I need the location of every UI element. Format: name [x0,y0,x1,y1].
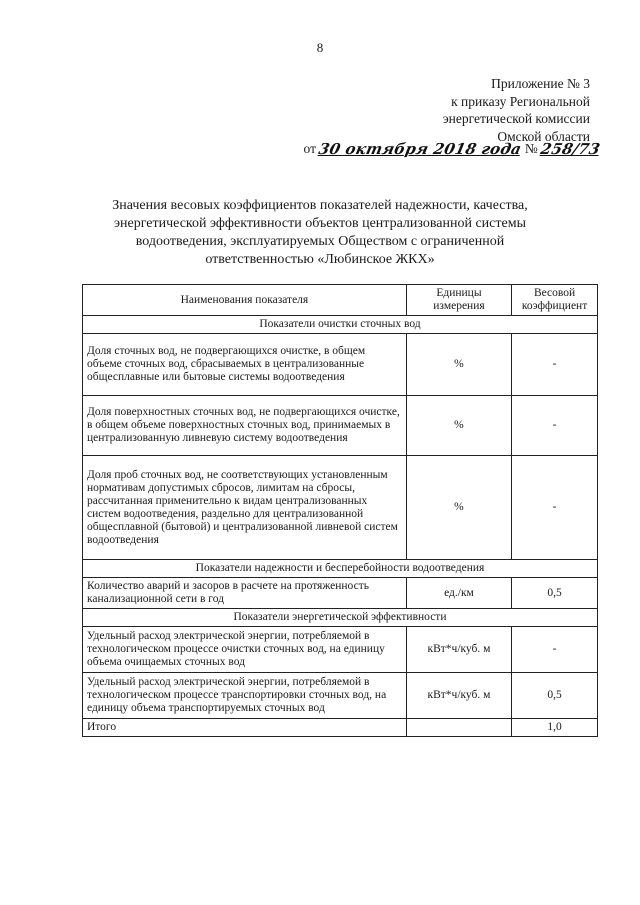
title-line: ответственностью «Любинское ЖКХ» [205,252,435,267]
handwritten-order-number: 258/73 [539,140,602,158]
table-row [83,673,598,719]
table-row [83,627,598,673]
table-row [83,334,598,396]
appendix-line: к приказу Региональной [451,93,590,109]
total-unit [406,719,511,737]
header-indicator-name: Наименования показателя [83,285,407,316]
header-weight-coefficient: Весовой коэффициент [512,285,598,316]
indicator-coefficient: - [512,396,598,456]
indicator-coefficient: - [512,456,598,560]
section-row [83,609,598,627]
appendix-block [330,75,590,145]
indicator-unit: кВт*ч/куб. м [406,627,511,673]
section-row [83,560,598,578]
section-title: Показатели энергетической эффективности [83,609,598,627]
total-row [83,719,598,737]
table-row [83,578,598,609]
total-coefficient: 1,0 [512,719,598,737]
order-date-line [300,140,600,166]
section-row [83,316,598,334]
indicator-unit: кВт*ч/куб. м [406,673,511,719]
indicator-name: Доля сточных вод, не подвергающихся очистке, в общем объеме сточных вод, сбрасываемых в централизованные общесплавные или бытовые системы водоотведения [83,334,407,396]
page-number: 8 [316,40,324,55]
indicator-coefficient: - [512,627,598,673]
indicator-coefficient: 0,5 [512,578,598,609]
appendix-line: энергетической комиссии [442,111,590,126]
indicator-name: Удельный расход электрической энергии, потребляемой в технологическом процессе транспортировки сточных вод, на единицу объема транспортируемых сточных вод [83,673,407,719]
indicator-name: Доля проб сточных вод, не соответствующих установленным нормативам допустимых сбросов, лимитам на сбросы, рассчитанная применительно к видам централизованных систем водоотведения, раздельно для централизованной общесплавной (бытовой) и централизованной ливневой систем водоотведения [83,456,407,560]
indicator-coefficient: - [512,334,598,396]
order-prefix: от [303,141,316,156]
indicator-name: Удельный расход электрической энергии, потребляемой в технологическом процессе очистки сточных вод, на единицу объема очищаемых сточных вод [83,627,407,673]
total-label: Итого [83,719,407,737]
indicator-name: Доля поверхностных сточных вод, не подвергающихся очистке, в общем объеме поверхностных сточных вод, принимаемых в централизованную ливневую систему водоотведения [83,396,407,456]
title-line: водоотведения, эксплуатируемых Обществом с ограниченной [135,234,505,249]
indicator-unit: % [406,334,511,396]
title-line: Значения весовых коэффициентов показателей надежности, качества, [112,198,528,213]
handwritten-order-date: 30 октября 2018 года [317,140,524,158]
indicator-unit: % [406,396,511,456]
weights-table [82,284,598,737]
indicator-unit: % [406,456,511,560]
order-number-prefix: № [524,141,538,156]
indicator-unit: ед./км [406,578,511,609]
table-row [83,396,598,456]
section-title: Показатели очистки сточных вод [83,316,598,334]
document-title [75,197,565,269]
indicator-name: Количество аварий и засоров в расчете на протяженность канализационной сети в год [83,578,407,609]
appendix-line: Приложение № 3 [491,76,590,91]
table-row [83,456,598,560]
title-line: энергетической эффективности объектов централизованной системы [114,216,526,231]
header-unit: Единицы измерения [406,285,511,316]
indicator-coefficient: 0,5 [512,673,598,719]
table-header-row [83,285,598,316]
appendix-line: Омской области [497,128,590,144]
section-title: Показатели надежности и бесперебойности водоотведения [83,560,598,578]
